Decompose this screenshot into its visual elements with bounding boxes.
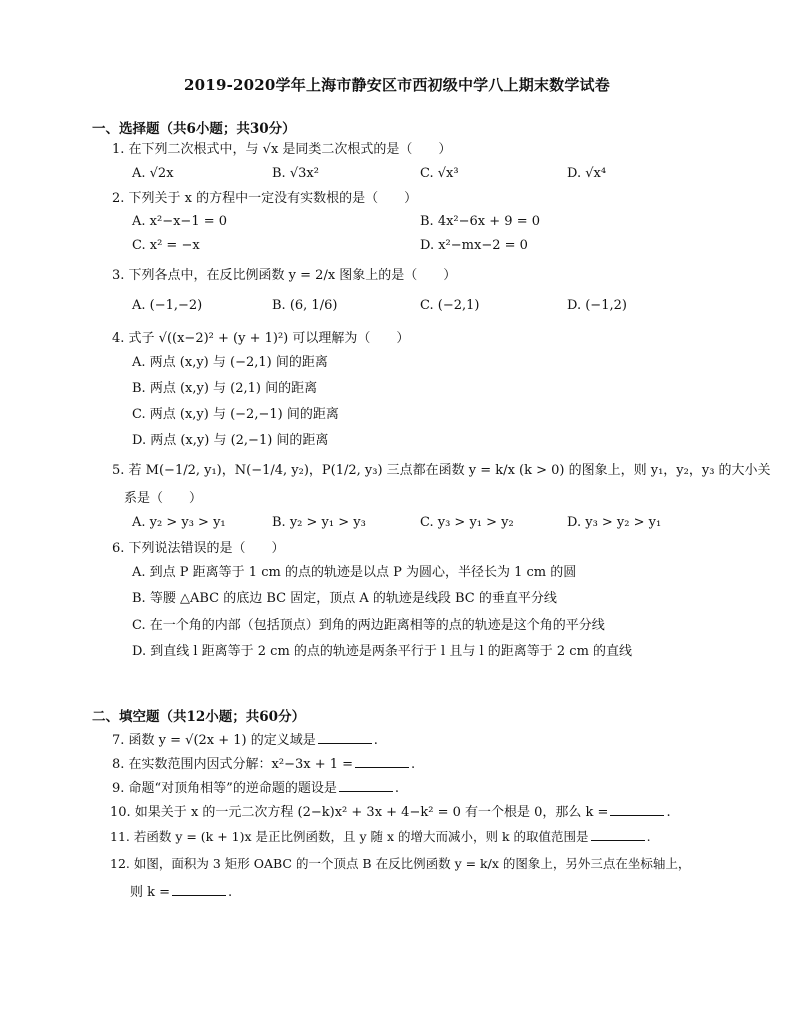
question-5-option-a: A. y₂ > y₃ > y₁	[132, 515, 226, 530]
question-9	[112, 779, 399, 798]
question-4-option-a: A. 两点 (x,y) 与 (−2,1) 间的距离	[132, 355, 328, 370]
question-1-option-d: D. √x⁴	[567, 166, 607, 181]
question-3-option-b: B. (6, 1/6)	[272, 298, 338, 313]
question-4-stem: 4. 式子 √((x−2)² + (y + 1)²) 可以理解为（ ）	[112, 331, 410, 346]
question-6-option-d: D. 到直线 l 距离等于 2 cm 的点的轨迹是两条平行于 l 且与 l 的距离等于 2 cm 的直线	[132, 644, 633, 659]
question-5-option-b: B. y₂ > y₁ > y₃	[272, 515, 366, 530]
question-8-end: .	[411, 757, 416, 772]
question-9-end: .	[394, 781, 399, 796]
question-1-stem: 1. 在下列二次根式中，与 √x 是同类二次根式的是（ ）	[112, 142, 452, 157]
question-5-option-d: D. y₃ > y₂ > y₁	[567, 515, 662, 530]
answer-blank[interactable]	[318, 731, 372, 744]
question-12-text: 则 k =	[130, 885, 171, 900]
question-5-stem-continued: 系是（ ）	[124, 491, 203, 506]
answer-blank[interactable]	[172, 883, 226, 896]
question-2-option-a: A. x²−x−1 = 0	[132, 214, 228, 229]
question-11-end: .	[646, 829, 651, 844]
question-3-stem: 3. 下列各点中，在反比例函数 y = 2/x 图象上的是（ ）	[112, 268, 457, 283]
question-6-stem: 6. 下列说法错误的是（ ）	[112, 541, 285, 556]
question-10-end: .	[666, 805, 671, 820]
question-12-end: .	[228, 885, 233, 900]
question-2-option-d: D. x²−mx−2 = 0	[420, 238, 528, 253]
question-11	[110, 828, 651, 846]
question-10-text: 10. 如果关于 x 的一元二次方程 (2−k)x² + 3x + 4−k² = 0 有一个根是 0，那么 k =	[110, 805, 609, 820]
answer-blank[interactable]	[610, 803, 664, 816]
question-1-option-b: B. √3x²	[272, 166, 319, 181]
question-6-option-b: B. 等腰 △ABC 的底边 BC 固定，顶点 A 的轨迹是线段 BC 的垂直平分线	[132, 591, 557, 606]
question-4-option-d: D. 两点 (x,y) 与 (2,−1) 间的距离	[132, 433, 329, 448]
question-11-text: 11. 若函数 y = (k + 1)x 是正比例函数，且 y 随 x 的增大而减小，则 k 的取值范围是	[110, 829, 589, 844]
section-heading-choice: 一、选择题（共6小题；共30分）	[92, 121, 296, 137]
question-9-text: 9. 命题“对顶角相等”的逆命题的题设是	[112, 781, 337, 796]
question-1-option-c: C. √x³	[420, 166, 459, 181]
answer-blank[interactable]	[339, 779, 393, 792]
question-5-option-c: C. y₃ > y₁ > y₂	[420, 515, 514, 530]
section-heading-fill-in: 二、填空题（共12小题；共60分）	[92, 709, 306, 725]
question-3-option-d: D. (−1,2)	[567, 298, 627, 313]
question-4-option-c: C. 两点 (x,y) 与 (−2,−1) 间的距离	[132, 407, 339, 422]
question-12-stem: 12. 如图，面积为 3 矩形 OABC 的一个顶点 B 在反比例函数 y = k/x 的图象上，另外三点在坐标轴上，	[110, 856, 691, 871]
question-2-stem: 2. 下列关于 x 的方程中一定没有实数根的是（ ）	[112, 191, 418, 206]
question-5-stem: 5. 若 M(−1/2, y₁)，N(−1/4, y₂)，P(1/2, y₃) 三点都在函数 y = k/x (k > 0) 的图象上，则 y₁，y₂，y₃ 的大小关	[112, 463, 771, 478]
question-2-option-c: C. x² = −x	[132, 238, 200, 253]
page-title: 2019-2020学年上海市静安区市西初级中学八上期末数学试卷	[184, 76, 610, 94]
question-3-option-c: C. (−2,1)	[420, 298, 480, 313]
question-8	[112, 755, 415, 774]
question-10	[110, 803, 671, 822]
question-7	[112, 731, 378, 750]
question-12	[130, 883, 232, 902]
answer-blank[interactable]	[355, 755, 409, 768]
question-7-end: .	[373, 733, 378, 748]
question-6-option-c: C. 在一个角的内部（包括顶点）到角的两边距离相等的点的轨迹是这个角的平分线	[132, 618, 605, 633]
question-8-text: 8. 在实数范围内因式分解：x²−3x + 1 =	[112, 757, 354, 772]
question-1-option-a: A. √2x	[132, 166, 174, 181]
question-3-option-a: A. (−1,−2)	[132, 298, 203, 313]
question-6-option-a: A. 到点 P 距离等于 1 cm 的点的轨迹是以点 P 为圆心，半径长为 1 cm 的圆	[132, 565, 577, 580]
answer-blank[interactable]	[591, 828, 645, 841]
question-4-option-b: B. 两点 (x,y) 与 (2,1) 间的距离	[132, 381, 318, 396]
question-7-text: 7. 函数 y = √(2x + 1) 的定义域是	[112, 733, 316, 748]
question-2-option-b: B. 4x²−6x + 9 = 0	[420, 214, 540, 229]
